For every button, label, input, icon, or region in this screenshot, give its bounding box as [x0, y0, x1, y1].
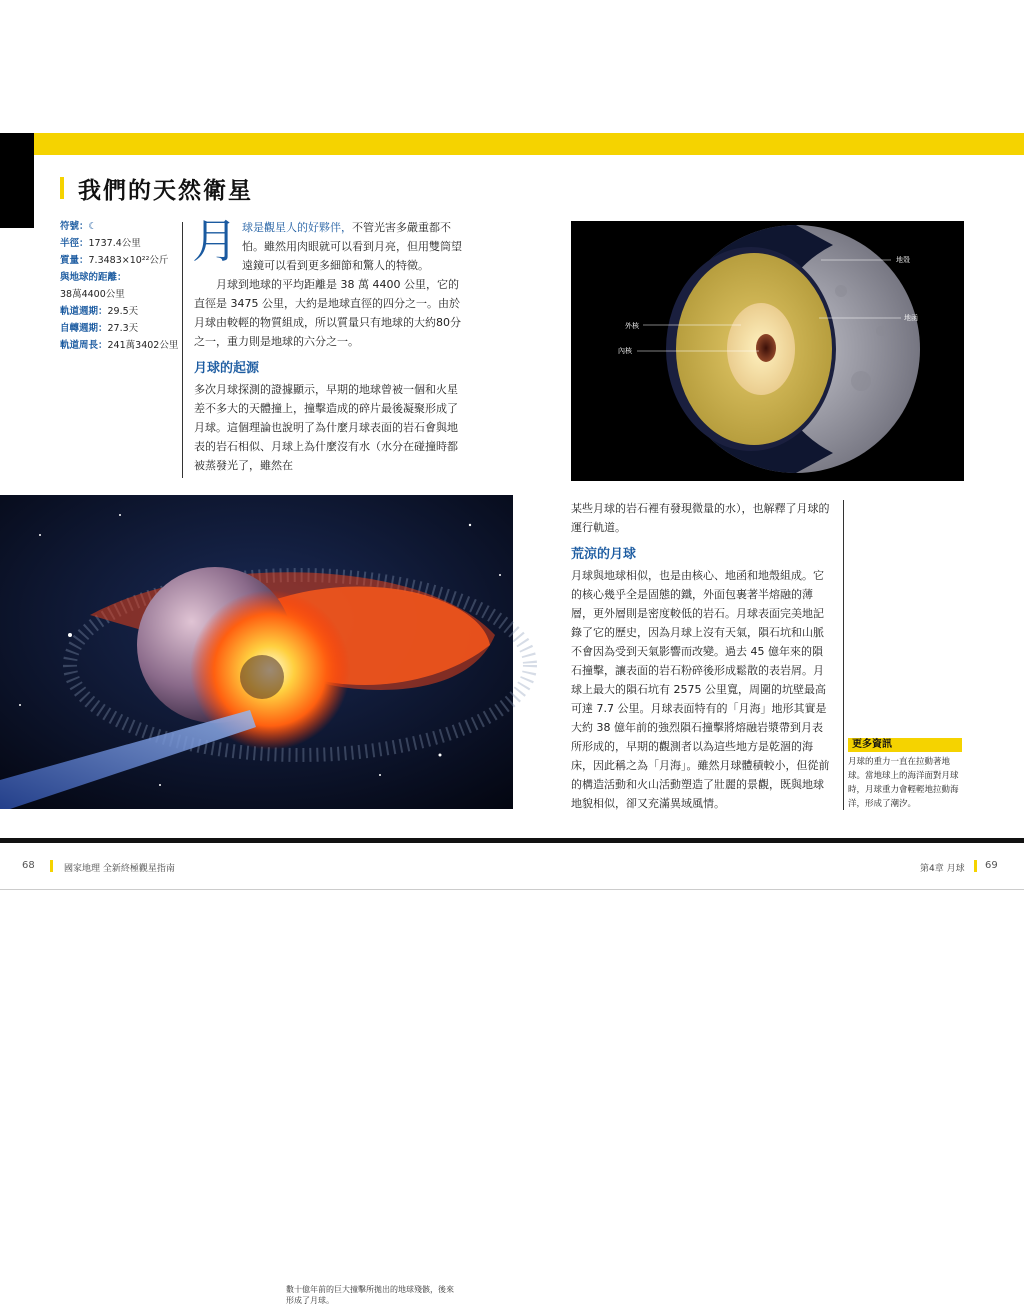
- subheading-desolate: 荒涼的月球: [571, 547, 637, 562]
- article-column-2: [571, 499, 833, 813]
- chapter-label: 第4章 月球: [920, 864, 965, 874]
- right-page-number: 69: [985, 860, 998, 871]
- more-info-heading: 更多資訊: [848, 738, 962, 752]
- moon-symbol-icon: ☾: [88, 221, 98, 232]
- more-info-text: 月球的重力一直在拉動著地球。當地球上的海洋面對月球時，月球重力會輕輕地拉動海洋，形成了潮汐。: [848, 757, 959, 809]
- fact-row: 與地球的距離：: [60, 272, 127, 283]
- moon-facts: [60, 218, 180, 354]
- article-column-1: [192, 214, 466, 475]
- drop-cap: 月: [192, 214, 238, 268]
- page-title: 我們的天然衛星: [78, 178, 253, 204]
- label-crust: 地殼: [896, 256, 910, 264]
- size-paragraph: 月球到地球的平均距離是 38 萬 4400 公里，它的直徑是 3475 公里，大約是地球直徑的四分之一。由於月球由較輕的物質組成，所以質量只有地球的大約80分之一，重力則是地球的六分之一。: [194, 278, 461, 348]
- fact-row: 軌道周長：241萬3402公里: [60, 340, 179, 351]
- fact-row: 軌道週期：29.5天: [60, 306, 139, 317]
- impact-scene: [0, 495, 513, 809]
- header-bar: [34, 133, 1024, 155]
- subheading-origin: 月球的起源: [194, 361, 260, 376]
- footer-divider: [0, 889, 1024, 890]
- book-title: 國家地理 全新終極觀星指南: [64, 864, 175, 874]
- origin-paragraph: 多次月球探測的證據顯示，早期的地球曾被一個和火星差不多大的天體撞上，撞擊造成的碎片最後凝聚形成了月球。這個理論也說明了為什麼月球表面的岩石會與地表的岩石相似、月球上為什麼沒有水（水分在碰撞時都被蒸發光了，雖然在: [194, 383, 458, 472]
- column-rule: [843, 500, 844, 810]
- fact-row: 半徑：1737.4公里: [60, 238, 141, 249]
- image-caption: 數十億年前的巨大撞擊所拋出的地球殘骸，後來形成了月球。: [281, 1282, 465, 1308]
- label-mantle: 地函: [904, 314, 918, 322]
- fact-row: 38萬4400公里: [60, 289, 125, 300]
- label-inner-core: 內核: [618, 347, 632, 355]
- desolate-paragraph: 月球與地球相似，也是由核心、地函和地殼組成。它的核心幾乎全是固態的鐵，外面包裹著半熔融的薄層，更外層則是密度較低的岩石。月球表面完美地記錄了它的歷史，因為月球上沒有天氣，隕石坑和山脈不會因為受到天氣影響而改變。過去 45 億年來的隕石撞擊，讓表面的岩石粉碎後形成鬆散的表岩屑。月球上最大的隕石坑有 2575 公里寬，周圍的坑壁最高可達 7.7 公里。月球表面特有的「月海」地形其實是大約 38 億年前的強烈隕石撞擊將熔融岩漿帶到月表所形成的，早期的觀測者以為這些地方是乾涸的海床，因此稱之為「月海」。雖然月球體積較小，但從前的構造活動和火山活動塑造了壯麗的景觀，既與地球地貌相似，卻又充滿異域風情。: [571, 569, 830, 810]
- moon-structure-diagram: [571, 221, 964, 481]
- left-page-number: 68: [22, 860, 35, 871]
- title-marker: [60, 177, 64, 199]
- origin-continuation: 某些月球的岩石裡有發現微量的水），也解釋了月球的運行軌道。: [571, 502, 830, 534]
- footer-marker: [50, 860, 53, 872]
- fact-row: 質量：7.3483×10²²公斤: [60, 255, 169, 266]
- footer-marker: [974, 860, 977, 872]
- fact-row: 自轉週期：27.3天: [60, 323, 139, 334]
- chapter-tab: [0, 133, 34, 228]
- fact-row: 符號：☾: [60, 221, 98, 232]
- label-outer-core: 外核: [625, 322, 639, 330]
- footer-rule: [0, 838, 1024, 843]
- intro-paragraph: 球是觀星人的好夥伴，不管光害多嚴重都不怕。雖然用肉眼就可以看到月亮，但用雙筒望遠鏡可以看到更多細節和驚人的特徵。: [242, 221, 462, 272]
- column-rule: [182, 222, 183, 478]
- inner-core: [756, 334, 776, 362]
